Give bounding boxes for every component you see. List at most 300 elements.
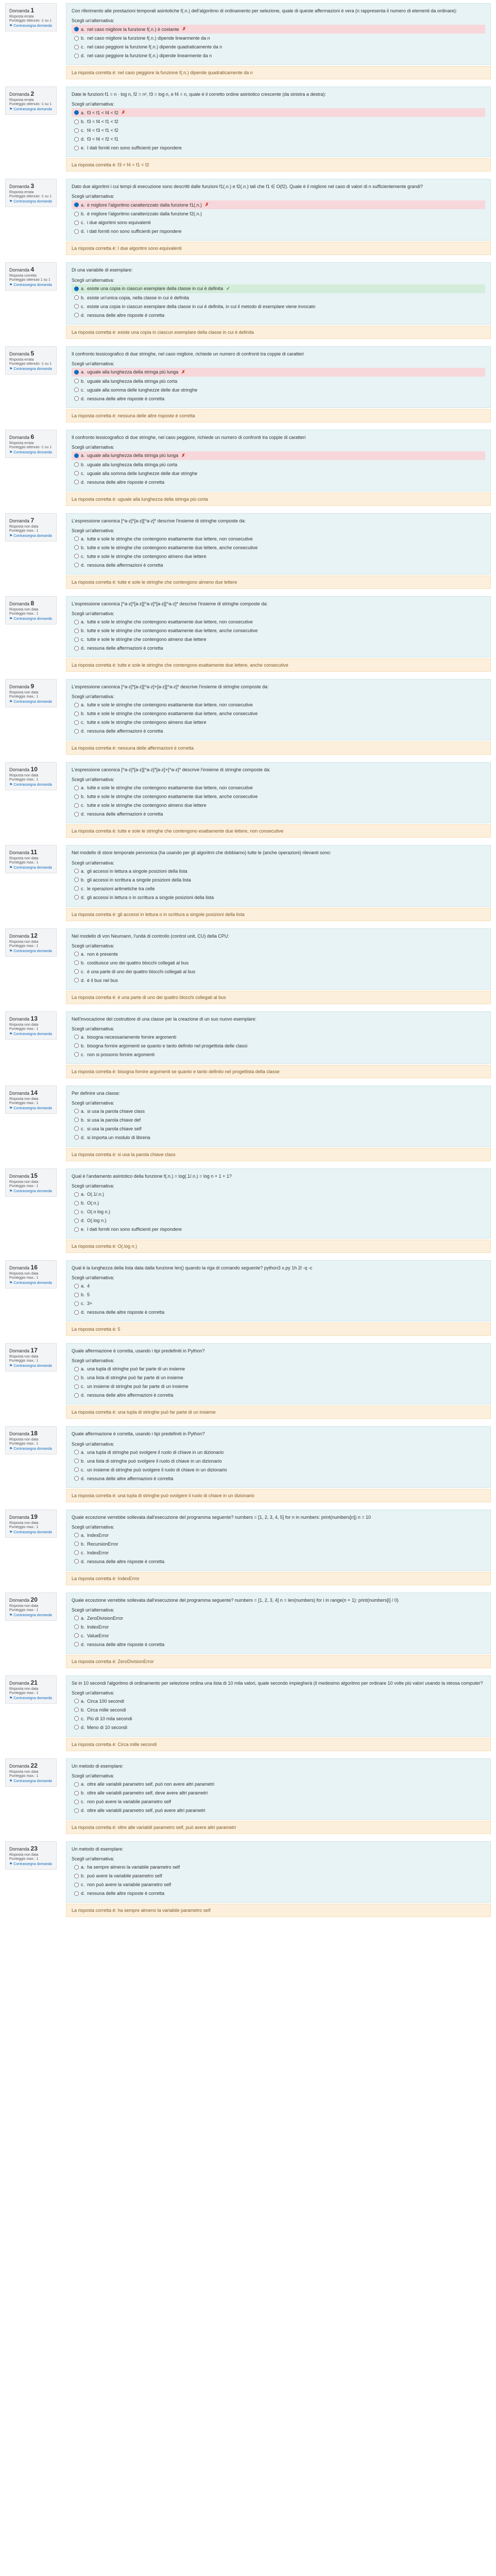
option-text: O(.n.): [87, 1200, 99, 1206]
question-content: [66, 928, 491, 990]
question-block: [5, 346, 491, 422]
select-label: Scegli un'alternativa:: [72, 1026, 114, 1031]
answer-option[interactable]: [72, 1125, 485, 1133]
radio-button[interactable]: [74, 720, 79, 725]
option-text: una tupla di stringhe può svolgere il ruolo di chiave in un dizionario: [87, 1449, 224, 1455]
option-letter: c.: [81, 1126, 85, 1131]
answer-option[interactable]: [72, 1042, 485, 1050]
option-letter: b.: [81, 960, 85, 965]
radio-button[interactable]: [74, 1533, 79, 1537]
answer-option[interactable]: [72, 108, 485, 117]
radio-button[interactable]: [74, 1559, 79, 1564]
radio-button[interactable]: [74, 1865, 79, 1870]
option-letter: c.: [81, 1550, 85, 1555]
flag-question-button[interactable]: ⚑ Contrassegna domanda: [9, 1862, 52, 1867]
answer-option[interactable]: [72, 34, 485, 42]
answer-option[interactable]: [72, 1199, 485, 1207]
answer-option[interactable]: [72, 885, 485, 893]
flag-question-button[interactable]: ⚑ Contrassegna domanda: [9, 1281, 52, 1285]
radio-button[interactable]: [74, 229, 79, 234]
answer-option[interactable]: [72, 1632, 485, 1640]
radio-button[interactable]: [74, 1883, 79, 1887]
radio-button[interactable]: [74, 313, 79, 317]
radio-button[interactable]: [74, 812, 79, 817]
answer-option[interactable]: [72, 792, 485, 801]
radio-button[interactable]: [74, 379, 79, 383]
radio-button[interactable]: [74, 1293, 79, 1297]
answer-option[interactable]: [72, 1706, 485, 1714]
option-text: IndexError: [87, 1624, 109, 1630]
question-block: [5, 1426, 491, 1502]
question-main: [66, 928, 491, 1004]
correct-answer-feedback: La risposta corretta è: f3 < f4 < f1 < f2: [66, 158, 491, 172]
flag-question-button[interactable]: ⚑ Contrassegna domanda: [9, 108, 52, 112]
flag-question-button[interactable]: ⚑ Contrassegna domanda: [9, 367, 52, 371]
answer-option[interactable]: [72, 1475, 485, 1483]
answer-option[interactable]: [72, 461, 485, 469]
answer-option[interactable]: [72, 561, 485, 569]
question-content: [66, 262, 491, 324]
radio-button[interactable]: [74, 703, 79, 707]
radio-button[interactable]: [74, 711, 79, 716]
answer-option[interactable]: [72, 1225, 485, 1233]
radio-button[interactable]: [74, 1052, 79, 1057]
question-block: [5, 1592, 491, 1668]
radio-button[interactable]: [74, 1699, 79, 1703]
answer-option[interactable]: [72, 1715, 485, 1723]
radio-button[interactable]: [74, 1476, 79, 1481]
question-text: Quale affermazione è corretta, usando i tipi predefiniti in Python?: [72, 1348, 205, 1354]
flag-question-button[interactable]: ⚑ Contrassegna domanda: [9, 24, 52, 28]
answer-option[interactable]: [72, 1640, 485, 1649]
answer-option[interactable]: [72, 1557, 485, 1566]
question-points: Punteggio max.: 1: [9, 944, 39, 948]
radio-button[interactable]: [74, 952, 79, 956]
answer-options: [72, 618, 485, 652]
answer-option[interactable]: [72, 1308, 485, 1316]
option-letter: b.: [81, 1375, 85, 1381]
radio-button[interactable]: [74, 471, 79, 476]
radio-button[interactable]: [74, 637, 79, 642]
option-letter: d.: [81, 1393, 85, 1398]
radio-button[interactable]: [74, 304, 79, 309]
radio-button[interactable]: [74, 1624, 79, 1629]
question-text: Qual è la lunghezza della lista data dalla funzione len() quando la riga di comando seguente? python3 x.py 1h 2l -q -c: [72, 1265, 313, 1271]
answer-option[interactable]: [72, 1549, 485, 1557]
radio-button[interactable]: [74, 1393, 79, 1398]
answer-option[interactable]: [72, 644, 485, 652]
answer-option[interactable]: [72, 876, 485, 884]
question-block: [5, 513, 491, 589]
radio-button[interactable]: [74, 786, 79, 790]
answer-option[interactable]: [72, 451, 485, 460]
correct-answer-feedback: La risposta corretta è: nessuna delle affermazioni è corretta: [66, 741, 491, 755]
radio-button[interactable]: [74, 1109, 79, 1113]
radio-button[interactable]: [74, 45, 79, 49]
question-status: Risposta non data: [9, 1687, 39, 1691]
question-info: [5, 1592, 57, 1621]
answer-option[interactable]: [72, 1282, 485, 1290]
radio-button[interactable]: [74, 202, 79, 207]
radio-button[interactable]: [74, 545, 79, 550]
option-letter: a.: [81, 1366, 85, 1372]
flag-question-button[interactable]: ⚑ Contrassegna domanda: [9, 283, 52, 287]
radio-button[interactable]: [74, 1616, 79, 1620]
radio-button[interactable]: [74, 1310, 79, 1315]
answer-option[interactable]: [72, 52, 485, 60]
answer-option[interactable]: [72, 618, 485, 626]
option-text: nessuna delle altre affermazioni è corretta: [87, 1476, 174, 1481]
option-text: I dati forniti non sono sufficienti per rispondere: [87, 145, 182, 151]
answer-option[interactable]: [72, 1391, 485, 1399]
flag-icon: ⚑: [9, 700, 13, 704]
answer-option[interactable]: [72, 709, 485, 718]
option-text: è una parte di uno dei quattro blocchi collegati al bus: [87, 969, 196, 974]
radio-button[interactable]: [74, 1550, 79, 1555]
option-text: O(.log n.): [87, 1218, 107, 1224]
radio-button[interactable]: [74, 1450, 79, 1454]
answer-option[interactable]: [72, 1208, 485, 1216]
radio-button[interactable]: [74, 1367, 79, 1371]
radio-button[interactable]: [74, 1301, 79, 1306]
answer-option[interactable]: [72, 810, 485, 818]
answer-option[interactable]: [72, 1448, 485, 1456]
radio-button[interactable]: [74, 1384, 79, 1389]
answer-options: [72, 368, 485, 403]
radio-button[interactable]: [74, 877, 79, 882]
question-number: Domanda 5: [9, 349, 35, 357]
answer-option[interactable]: [72, 311, 485, 319]
option-letter: b.: [81, 794, 85, 800]
flag-icon: ⚑: [9, 108, 13, 112]
radio-button[interactable]: [74, 462, 79, 467]
answer-option[interactable]: [72, 284, 485, 293]
correct-answer-feedback: La risposta corretta è: tutte e sole le stringhe che contengono esattamente due lettere, anche consecutive: [66, 658, 491, 672]
flag-question-button[interactable]: ⚑ Contrassegna domanda: [9, 949, 52, 953]
radio-button[interactable]: [74, 286, 79, 291]
question-text: Quale eccezione verrebbe sollevata dall'esecuzione del programma seguente? numbers = [1, 2, 3, 4] n = len(numbers) for i in range(n + 1): print(numbers[i] / 0): [72, 1597, 399, 1603]
question-main: [66, 1758, 491, 1834]
question-block: [5, 762, 491, 838]
radio-button[interactable]: [74, 128, 79, 133]
flag-question-button[interactable]: ⚑ Contrassegna domanda: [9, 866, 52, 870]
radio-button[interactable]: [74, 295, 79, 300]
answer-option[interactable]: [72, 144, 485, 152]
question-content: [66, 1758, 491, 1820]
answer-option[interactable]: [72, 294, 485, 302]
radio-button[interactable]: [74, 960, 79, 965]
radio-button[interactable]: [74, 629, 79, 633]
flag-question-button[interactable]: ⚑ Contrassegna domanda: [9, 1613, 52, 1617]
answer-option[interactable]: [72, 1291, 485, 1299]
answer-option[interactable]: [72, 1540, 485, 1548]
radio-button[interactable]: [74, 27, 79, 31]
answer-option[interactable]: [72, 135, 485, 143]
flag-question-button[interactable]: ⚑ Contrassegna domanda: [9, 700, 52, 704]
option-text: bisogna necessariamente fornire argomenti: [87, 1034, 177, 1040]
answer-option[interactable]: [72, 1116, 485, 1124]
option-text: tutte e sole le stringhe che contengono esattamente due lettere, anche consecutive: [87, 794, 258, 800]
correct-answer-feedback: La risposta corretta è: tutte e sole le stringhe che contengono almeno due lettere: [66, 575, 491, 589]
answer-option[interactable]: [72, 1798, 485, 1806]
answer-option[interactable]: [72, 1531, 485, 1539]
radio-button[interactable]: [74, 1376, 79, 1380]
option-letter: a.: [81, 369, 85, 375]
radio-button[interactable]: [74, 1035, 79, 1039]
radio-button[interactable]: [74, 1633, 79, 1638]
option-text: nessuna delle altre affermazioni è corretta: [87, 1393, 174, 1398]
radio-button[interactable]: [74, 396, 79, 401]
answer-option[interactable]: [72, 1382, 485, 1391]
answer-option[interactable]: [72, 544, 485, 552]
answer-option[interactable]: [72, 200, 485, 209]
radio-button[interactable]: [74, 146, 79, 150]
answer-option[interactable]: [72, 552, 485, 561]
answer-option[interactable]: [72, 1050, 485, 1059]
option-letter: b.: [81, 1117, 85, 1123]
option-text: esiste un'unica copia, nella classe in cui è definita: [87, 295, 189, 300]
radio-button[interactable]: [74, 1467, 79, 1472]
select-label: Scegli un'alternativa:: [72, 101, 114, 107]
radio-button[interactable]: [74, 794, 79, 799]
answer-option[interactable]: [72, 535, 485, 543]
answer-options: [72, 1033, 485, 1059]
radio-button[interactable]: [74, 221, 79, 225]
flag-icon: ⚑: [9, 1189, 13, 1193]
answer-option[interactable]: [72, 635, 485, 643]
radio-button[interactable]: [74, 212, 79, 216]
radio-button[interactable]: [74, 1642, 79, 1647]
option-text: uguale alla lunghezza della stringa più corta: [87, 378, 178, 384]
answer-option[interactable]: [72, 227, 485, 235]
question-block: [5, 1260, 491, 1336]
answer-option[interactable]: [72, 210, 485, 218]
answer-option[interactable]: [72, 1299, 485, 1308]
radio-button[interactable]: [74, 978, 79, 982]
option-text: f4 < f3 < f1 < f2: [87, 128, 118, 133]
answer-option[interactable]: [72, 377, 485, 385]
radio-button[interactable]: [74, 803, 79, 808]
radio-button[interactable]: [74, 1874, 79, 1878]
question-block: [5, 1758, 491, 1834]
flag-question-button[interactable]: ⚑ Contrassegna domanda: [9, 1696, 52, 1700]
answer-option[interactable]: [72, 368, 485, 377]
answer-option[interactable]: [72, 1614, 485, 1622]
radio-button[interactable]: [74, 1716, 79, 1721]
flag-question-button[interactable]: ⚑ Contrassegna domanda: [9, 617, 52, 621]
question-main: [66, 1592, 491, 1668]
correct-answer-feedback: La risposta corretta è: si usa la parola chiave class: [66, 1148, 491, 1161]
radio-button[interactable]: [74, 620, 79, 624]
answer-option[interactable]: [72, 302, 485, 311]
answer-option[interactable]: [72, 469, 485, 478]
question-status: Risposta non data: [9, 1521, 39, 1525]
radio-button[interactable]: [74, 1218, 79, 1223]
flag-question-button[interactable]: ⚑ Contrassegna domanda: [9, 783, 52, 787]
answer-option[interactable]: [72, 1863, 485, 1871]
answer-option[interactable]: [72, 1723, 485, 1732]
flag-question-button[interactable]: ⚑ Contrassegna domanda: [9, 1189, 52, 1193]
flag-question-button[interactable]: ⚑ Contrassegna domanda: [9, 450, 52, 454]
option-letter: b.: [81, 1790, 85, 1796]
option-letter: c.: [81, 387, 85, 393]
option-letter: c.: [81, 220, 85, 226]
answer-option[interactable]: [72, 1033, 485, 1041]
flag-question-button[interactable]: ⚑ Contrassegna domanda: [9, 1530, 52, 1534]
radio-button[interactable]: [74, 370, 79, 375]
radio-button[interactable]: [74, 387, 79, 392]
radio-button[interactable]: [74, 1210, 79, 1214]
option-text: Circa 100 secondi: [87, 1698, 125, 1704]
radio-button[interactable]: [74, 453, 79, 458]
answer-option[interactable]: [72, 950, 485, 958]
radio-button[interactable]: [74, 729, 79, 734]
flag-question-button[interactable]: ⚑ Contrassegna domanda: [9, 1779, 52, 1783]
radio-button[interactable]: [74, 1459, 79, 1463]
radio-button[interactable]: [74, 969, 79, 974]
radio-button[interactable]: [74, 1791, 79, 1795]
answer-option[interactable]: [72, 126, 485, 134]
question-content: [66, 1426, 491, 1487]
radio-button[interactable]: [74, 1891, 79, 1896]
answer-option[interactable]: [72, 1107, 485, 1115]
answer-option[interactable]: [72, 718, 485, 726]
radio-button[interactable]: [74, 1725, 79, 1730]
radio-button[interactable]: [74, 895, 79, 900]
answer-option[interactable]: [72, 218, 485, 227]
answer-option[interactable]: [72, 976, 485, 985]
radio-button[interactable]: [74, 1782, 79, 1787]
answer-option[interactable]: [72, 1190, 485, 1198]
answer-options: [72, 535, 485, 569]
flag-icon: ⚑: [9, 450, 13, 454]
option-letter: d.: [81, 1134, 85, 1140]
option-text: gli accessi in lettura a singole posizioni della lista: [87, 868, 187, 874]
radio-button[interactable]: [74, 1201, 79, 1206]
radio-button[interactable]: [74, 1126, 79, 1131]
answer-option[interactable]: [72, 801, 485, 809]
answer-option[interactable]: [72, 968, 485, 976]
flag-question-button[interactable]: ⚑ Contrassegna domanda: [9, 200, 52, 204]
question-status: Risposta errata: [9, 15, 34, 19]
radio-button[interactable]: [74, 1227, 79, 1232]
radio-button[interactable]: [74, 563, 79, 567]
radio-button[interactable]: [74, 1192, 79, 1197]
flag-question-button[interactable]: ⚑ Contrassegna domanda: [9, 1364, 52, 1368]
answer-option[interactable]: [72, 727, 485, 735]
flag-icon: ⚑: [9, 24, 13, 28]
answer-option[interactable]: [72, 1133, 485, 1142]
radio-button[interactable]: [74, 869, 79, 873]
answer-option[interactable]: [72, 386, 485, 394]
answer-option[interactable]: [72, 1216, 485, 1225]
radio-button[interactable]: [74, 1541, 79, 1546]
radio-button[interactable]: [74, 536, 79, 541]
answer-option[interactable]: [72, 701, 485, 709]
flag-question-button[interactable]: ⚑ Contrassegna domanda: [9, 1106, 52, 1110]
answer-options: [72, 1190, 485, 1233]
question-info: [5, 1086, 57, 1114]
correct-answer-feedback: La risposta corretta è: Circa mille secondi: [66, 1738, 491, 1751]
radio-button[interactable]: [74, 36, 79, 41]
radio-button[interactable]: [74, 1117, 79, 1122]
answer-option[interactable]: [72, 1872, 485, 1880]
answer-option[interactable]: [72, 1374, 485, 1382]
radio-button[interactable]: [74, 1808, 79, 1813]
radio-button[interactable]: [74, 120, 79, 124]
answer-option[interactable]: [72, 43, 485, 51]
answer-option[interactable]: [72, 1623, 485, 1631]
option-letter: d.: [81, 229, 85, 234]
flag-icon: ⚑: [9, 1364, 13, 1368]
radio-button[interactable]: [74, 480, 79, 484]
answer-option[interactable]: [72, 959, 485, 967]
option-text: tutte e sole le stringhe che contengono esattamente due lettere, anche consecutive: [87, 711, 258, 717]
option-letter: a.: [81, 536, 85, 541]
flag-question-button[interactable]: ⚑ Contrassegna domanda: [9, 534, 52, 538]
answer-options: [72, 1614, 485, 1649]
radio-button[interactable]: [74, 1284, 79, 1289]
answer-option[interactable]: [72, 1880, 485, 1889]
radio-button[interactable]: [74, 886, 79, 891]
answer-option[interactable]: [72, 867, 485, 875]
flag-icon: ⚑: [9, 1613, 13, 1617]
answer-option[interactable]: [72, 626, 485, 635]
answer-option[interactable]: [72, 1780, 485, 1788]
answer-option[interactable]: [72, 1365, 485, 1373]
answer-option[interactable]: [72, 1457, 485, 1465]
option-letter: a.: [81, 1782, 85, 1787]
option-text: uguale alla lunghezza della stringa più corta: [87, 462, 178, 467]
answer-option[interactable]: [72, 25, 485, 33]
question-text: Con riferimento alle prestazioni temporali asintotiche f(.n.) dell'algoritmo di ordinamento per selezione, quale di queste affermazioni è vera (n rappresenta il numero di elementi da ordinare):: [72, 8, 457, 13]
flag-question-button[interactable]: ⚑ Contrassegna domanda: [9, 1032, 52, 1036]
answer-option[interactable]: [72, 1466, 485, 1474]
flag-question-button[interactable]: ⚑ Contrassegna domanda: [9, 1447, 52, 1451]
radio-button[interactable]: [74, 1043, 79, 1048]
radio-button[interactable]: [74, 554, 79, 558]
answer-option[interactable]: [72, 478, 485, 486]
radio-button[interactable]: [74, 1800, 79, 1804]
answer-option[interactable]: [72, 893, 485, 902]
answer-option[interactable]: [72, 1806, 485, 1815]
question-points: Punteggio max.: 1: [9, 695, 39, 699]
radio-button[interactable]: [74, 1135, 79, 1140]
answer-option[interactable]: [72, 784, 485, 792]
answer-option[interactable]: [72, 1889, 485, 1897]
question-content: [66, 346, 491, 408]
option-letter: a.: [81, 1192, 85, 1197]
answer-option[interactable]: [72, 1697, 485, 1705]
radio-button[interactable]: [74, 646, 79, 651]
answer-option[interactable]: [72, 395, 485, 403]
radio-button[interactable]: [74, 110, 79, 115]
radio-button[interactable]: [74, 1707, 79, 1712]
question-block: [5, 87, 491, 172]
answer-option[interactable]: [72, 1789, 485, 1797]
answer-option[interactable]: [72, 117, 485, 126]
flag-icon: ⚑: [9, 1032, 13, 1036]
question-text: Per definire una classe:: [72, 1090, 121, 1096]
select-label: Scegli un'alternativa:: [72, 694, 114, 700]
correct-answer-feedback: La risposta corretta è: bisogna fornire argomenti se quanto e tanto definito nel progettista della classe: [66, 1065, 491, 1078]
option-text: non può avere la variabile parametro self: [87, 1882, 172, 1888]
radio-button[interactable]: [74, 54, 79, 58]
option-text: nel caso migliore la funzione f(.n.) è costante: [87, 26, 179, 32]
question-text: Il confronto lessicografico di due stringhe, nel caso peggiore, richiede un numero di confronti tra coppie di caratteri: [72, 434, 306, 440]
radio-button[interactable]: [74, 137, 79, 142]
option-letter: a.: [81, 1034, 85, 1040]
